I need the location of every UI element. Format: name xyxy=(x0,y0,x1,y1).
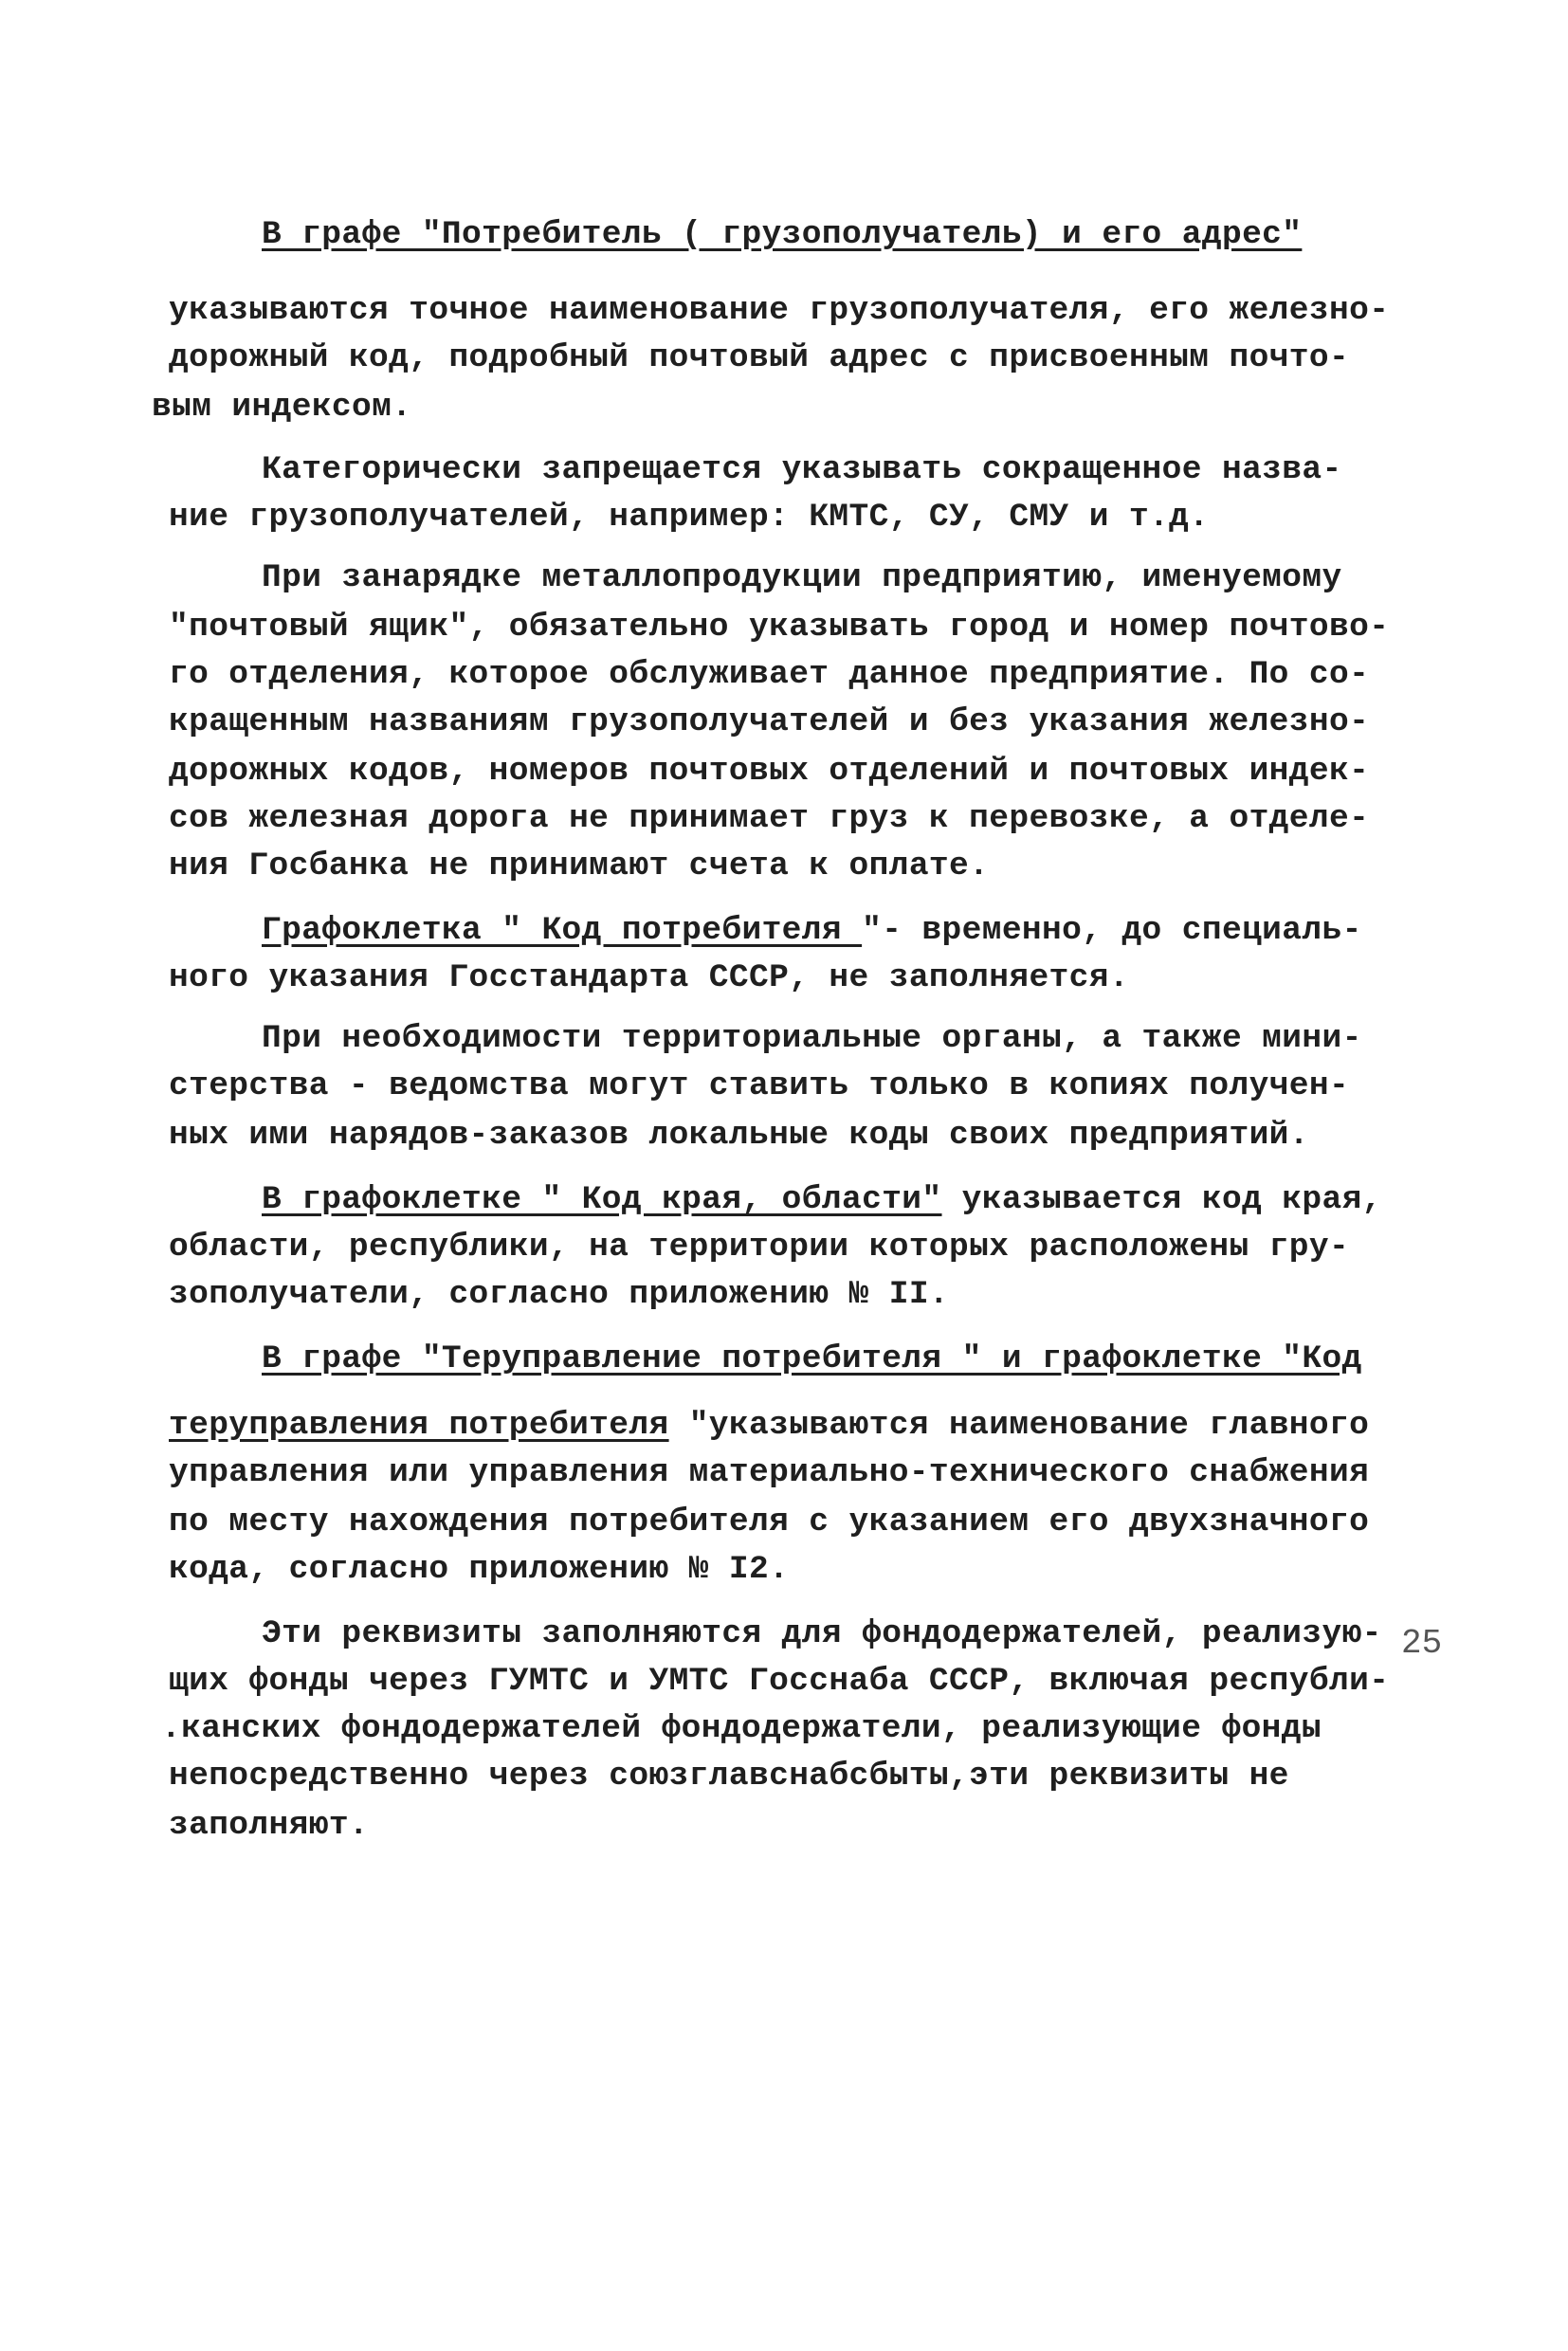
underlined-field-name: Графоклетка " Код потребителя xyxy=(262,912,863,949)
text-line: При занарядке металлопродукции предприятию, именуемому xyxy=(262,559,1342,596)
text-line: Эти реквизиты заполняются для фондодержателей, реализую- xyxy=(262,1615,1382,1652)
text-fragment: "- временно, до специаль- xyxy=(862,912,1362,949)
section-heading-consumer: В графе "Потребитель ( грузополучатель) и его адрес" xyxy=(262,216,1303,253)
text-line: сов железная дорога не принимает груз к перевозке, а отделе- xyxy=(169,800,1370,837)
text-line: щих фонды через ГУМТС и УМТС Госснаба СССР, включая республи- xyxy=(169,1663,1390,1700)
text-line: При необходимости территориальные органы, а также мини- xyxy=(262,1020,1362,1057)
text-line: .канских фондодержателей фондодержатели, реализующие фонды xyxy=(161,1710,1322,1747)
text-line: ных ими нарядов-заказов локальные коды своих предприятий. xyxy=(169,1117,1309,1154)
underlined-field-name: В графоклетке " Код края, области" xyxy=(262,1181,942,1218)
text-line xyxy=(262,1179,1382,1221)
text-line: дорожных кодов, номеров почтовых отделений и почтовых индек- xyxy=(169,753,1370,790)
text-line: заполняют. xyxy=(169,1807,370,1844)
text-line: зополучатели, согласно приложению № II. xyxy=(169,1276,950,1313)
text-line: кода, согласно приложению № I2. xyxy=(169,1551,790,1588)
text-line xyxy=(262,910,1362,952)
text-line: указываются точное наименование грузополучателя, его железно- xyxy=(169,292,1390,329)
text-line: кращенным названиям грузополучателей и без указания железно- xyxy=(169,703,1370,740)
underlined-field-name: теруправления потребителя xyxy=(169,1407,669,1444)
text-line xyxy=(169,1405,1369,1447)
text-line: вым индексом. xyxy=(152,389,412,426)
text-line: непосредственно через союзглавснабсбыты,эти реквизиты не xyxy=(169,1758,1289,1795)
text-line: Категорически запрещается указывать сокращенное назва- xyxy=(262,451,1342,488)
page-number: 25 xyxy=(1401,1624,1443,1663)
text-line: области, республики, на территории которых расположены гру- xyxy=(169,1229,1350,1266)
underlined-field-name: В графе "Теруправление потребителя " и графоклетке "Код xyxy=(262,1340,1362,1377)
text-line: "почтовый ящик", обязательно указывать город и номер почтово- xyxy=(169,609,1390,646)
text-fragment: "указываются наименование главного xyxy=(668,1407,1370,1444)
text-line: го отделения, которое обслуживает данное предприятие. По со- xyxy=(169,656,1370,693)
text-line: ние грузополучателей, например: КМТС, СУ, СМУ и т.д. xyxy=(169,499,1210,536)
text-line: ного указания Госстандарта СССР, не заполняется. xyxy=(169,959,1129,996)
text-fragment: указывается код края, xyxy=(941,1181,1382,1218)
text-line: по месту нахождения потребителя с указанием его двухзначного xyxy=(169,1504,1370,1540)
text-line: управления или управления материально-технического снабжения xyxy=(169,1454,1370,1491)
text-line: дорожный код, подробный почтовый адрес с присвоенным почто- xyxy=(169,339,1350,376)
text-line: стерства - ведомства могут ставить только в копиях получен- xyxy=(169,1067,1350,1104)
text-line: ния Госбанка не принимают счета к оплате. xyxy=(169,847,990,884)
